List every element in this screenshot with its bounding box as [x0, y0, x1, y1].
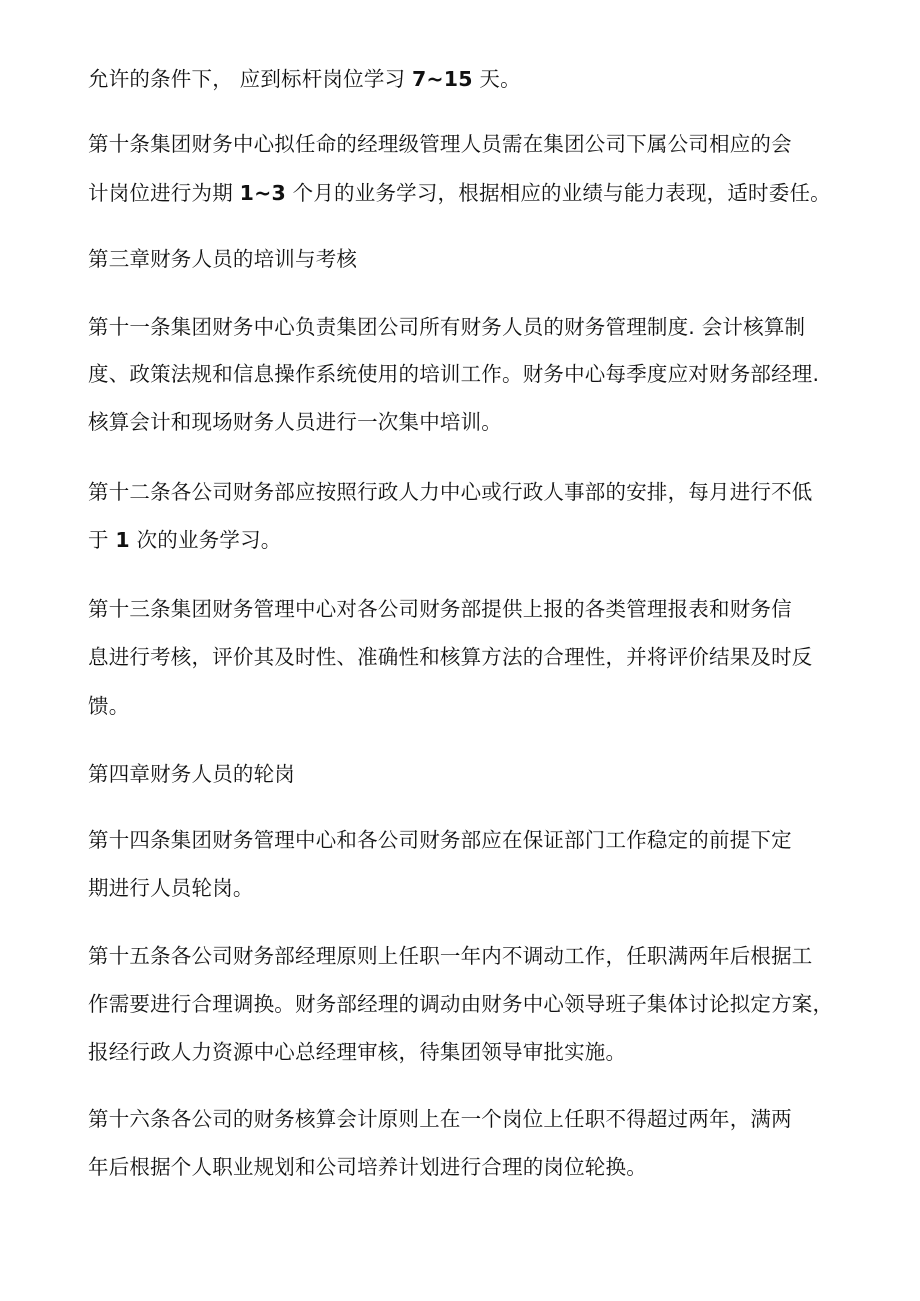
article-13-line-2: 息进行考核，评价其及时性、准确性和核算方法的合理性，并将评价结果及时反 [88, 645, 813, 669]
paragraph-continuation-line: 允许的条件下， 应到标杆岗位学习 7~15 天。 [88, 67, 521, 91]
article-11-line-1: 第十一条集团财务中心负责集团公司所有财务人员的财务管理制度. 会计核算制 [88, 315, 806, 339]
article-10-line-2: 计岗位进行为期 1~3 个月的业务学习，根据相应的业绩与能力表现，适时委任。 [88, 181, 831, 205]
number-run: 7~15 [411, 67, 473, 91]
article-16-line-1: 第十六条各公司的财务核算会计原则上在一个岗位上任职不得超过两年，满两 [88, 1107, 792, 1131]
chapter-4-heading: 第四章财务人员的轮岗 [88, 762, 295, 786]
article-11-line-3: 核算会计和现场财务人员进行一次集中培训。 [88, 410, 502, 434]
article-13-line-3: 馈。 [88, 694, 130, 718]
chapter-3-heading: 第三章财务人员的培训与考核 [88, 247, 358, 271]
article-16-line-2: 年后根据个人职业规划和公司培养计划进行合理的岗位轮换。 [88, 1155, 647, 1179]
article-10-line-1: 第十条集团财务中心拟任命的经理级管理人员需在集团公司下属公司相应的会 [88, 132, 792, 156]
article-12-line-2: 于 1 次的业务学习。 [88, 528, 282, 552]
article-14-line-1: 第十四条集团财务管理中心和各公司财务部应在保证部门工作稳定的前提下定 [88, 828, 792, 852]
article-15-line-2: 作需要进行合理调换。财务部经理的调动由财务中心领导班子集体讨论拟定方案， [88, 992, 834, 1016]
article-12-line-1: 第十二条各公司财务部应按照行政人力中心或行政人事部的安排，每月进行不低 [88, 480, 813, 504]
article-15-line-1: 第十五条各公司财务部经理原则上任职一年内不调动工作，任职满两年后根据工 [88, 944, 813, 968]
number-run: 1~3 [239, 181, 286, 205]
article-13-line-1: 第十三条集团财务管理中心对各公司财务部提供上报的各类管理报表和财务信 [88, 597, 792, 621]
article-11-line-2: 度、政策法规和信息操作系统使用的培训工作。财务中心每季度应对财务部经理. [88, 362, 820, 386]
article-15-line-3: 报经行政人力资源中心总经理审核，待集团领导审批实施。 [88, 1040, 627, 1064]
article-14-line-2: 期进行人员轮岗。 [88, 876, 254, 900]
number-run: 1 [115, 528, 130, 552]
